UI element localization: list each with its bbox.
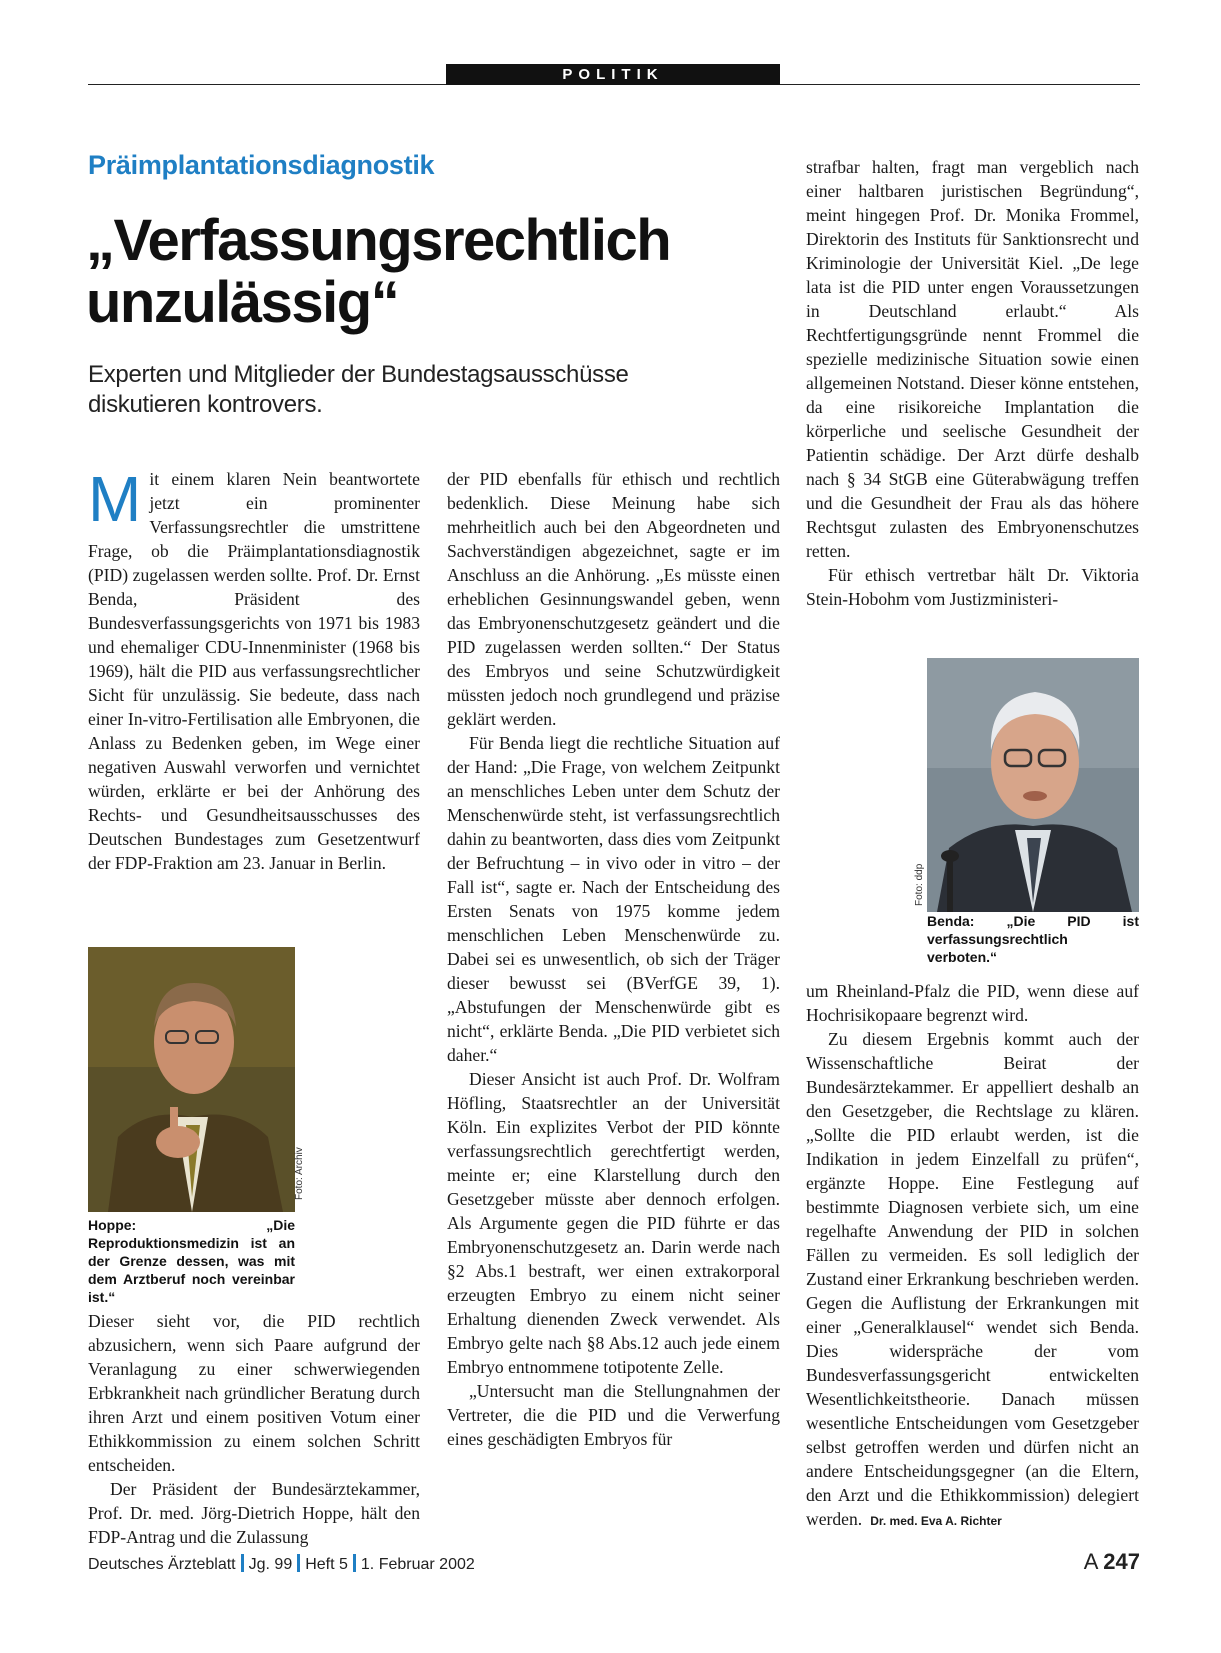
- body-paragraph: Für ethisch vertretbar hält Dr. Viktoria Stein-Hobohm vom Justizministeri-: [806, 565, 1139, 609]
- photo-hoppe: [88, 947, 295, 1212]
- headline: [86, 210, 670, 334]
- journal-name: Deutsches Ärzteblatt: [88, 1556, 236, 1573]
- article-column-2: [447, 467, 780, 1451]
- photo-credit-hoppe: Foto: Archiv: [294, 1147, 305, 1200]
- body-text: Zu diesem Ergebnis kommt auch der Wissenschaftliche Beirat der Bundesärztekammer. Er appelliert deshalb an den Gesetzgeber, die Rechtslage zu klären. „Sollte die PID erlaubt werden, ist die Indikation in jedem Einzelfall zu prüfen“, ergänzte Hoppe. Eine Festlegung auf bestimmte Diagnosen verbiete sich, um eine regelhafte Anwendung der PID in solchen Fällen zu vermeiden. Es soll lediglich der Zustand einer Erkrankung beschrieben werden. Gegen die Auflistung der Erkrankungen mit einer „Generalklausel“ wendet sich Benda. Dies widerspräche der vom Bundesverfassungsgericht entwickelten Wesentlichkeitstheorie. Danach müssen wesentliche Entscheidungen vom Gesetzgeber selbst getroffen werden und dürfen nicht an andere Entscheidungsgegner (an die Eltern, den Arzt und die Ethikkommission) delegiert werden.: [806, 1029, 1139, 1529]
- body-paragraph: der PID ebenfalls für ethisch und rechtlich bedenklich. Diese Meinung habe sich mehrheitlich auch bei den Abgeordneten und Sachverständigen abgezeichnet, sagte er im Anschluss an die Anhörung. „Es müsste einen erheblichen Gesinnungswandel geben, wenn das Embryonenschutzgesetz geändert und die PID zugelassen werden sollten.“ Der Status des Embryos und seine Schutzwürdigkeit müssten jedoch noch grundlegend und präzise geklärt werden.: [447, 469, 780, 729]
- author-byline: Dr. med. Eva A. Richter: [870, 1514, 1002, 1528]
- footer-separator: [297, 1554, 300, 1572]
- page-prefix: A: [1083, 1549, 1098, 1574]
- page-footer: [88, 1554, 475, 1574]
- body-paragraph: [88, 463, 420, 875]
- photo-benda: [927, 658, 1139, 912]
- body-paragraph: Der Präsident der Bundesärztekammer, Prof. Dr. med. Jörg-Dietrich Hoppe, hält den FDP-Antrag und die Zulassung: [88, 1479, 420, 1547]
- article-column-3: [806, 155, 1139, 611]
- deck-subtitle: Experten und Mitglieder der Bundestagsausschüsse diskutieren kontrovers.: [88, 361, 629, 418]
- journal-issue: Heft 5: [305, 1556, 348, 1573]
- photo-caption-hoppe: Hoppe: „Die Reproduktionsmedizin ist an der Grenze dessen, was mit dem Arztberuf noch vereinbar ist.“: [88, 1217, 295, 1305]
- photo-caption-benda: Benda: „Die PID ist verfassungsrechtlich verboten.“: [927, 913, 1139, 965]
- body-paragraph: Dieser Ansicht ist auch Prof. Dr. Wolfram Höfling, Staatsrechtler an der Universität Köln. Ein explizites Verbot der PID könnte verfassungsrechtlich gerechtfertigt werden, meinte er; eine Klarstellung durch den Gesetzgeber müsste aber dennoch erfolgen. Als Argumente gegen die PID führte er das Embryonenschutzgesetz an. Darin werde nach §2 Abs.1 bestraft, wer einen extrakorporal erzeugten Embryo zu einem nicht seiner Erhaltung dienenden Zweck verwendet. Als Embryo gelte nach §8 Abs.12 auch jede einem Embryo entnommene totipotente Zelle.: [447, 1069, 780, 1377]
- footer-separator: [353, 1554, 356, 1572]
- body-paragraph: „Untersucht man die Stellungnahmen der Vertreter, die die PID und die Verwerfung eines geschädigten Embryos für: [447, 1381, 780, 1449]
- body-paragraph: um Rheinland-Pfalz die PID, wenn diese auf Hochrisikopaare begrenzt wird.: [806, 981, 1139, 1025]
- body-paragraph: Dieser sieht vor, die PID rechtlich abzusichern, wenn sich Paare aufgrund der Veranlagung zu einer schwerwiegenden Erbkrankheit nach gründlicher Beratung durch ihren Arzt und einem positiven Votum einer Ethikkommission zu einem solchen Schritt entscheiden.: [88, 1311, 420, 1475]
- photo-credit-benda: Foto: ddp: [914, 863, 925, 906]
- headline-line-2: unzulässig“: [86, 270, 399, 335]
- footer-separator: [241, 1554, 244, 1572]
- article-column-1-continued: [88, 1309, 420, 1549]
- journal-volume: Jg. 99: [248, 1556, 293, 1573]
- drop-cap: M: [88, 463, 142, 535]
- body-paragraph: [806, 1027, 1139, 1533]
- journal-date: 1. Februar 2002: [360, 1556, 475, 1573]
- kicker: Präimplantationsdiagnostik: [88, 150, 435, 180]
- section-label: POLITIK: [446, 64, 780, 85]
- page-number: [1084, 1549, 1140, 1575]
- page-number-value: 247: [1103, 1549, 1140, 1574]
- body-text: it einem klaren Nein beantwortete jetzt ein prominenter Verfassungsrechtler die umstrittene Frage, ob die Präimplantationsdiagnostik (PID) zugelassen werden sollte. Prof. Dr. Ernst Benda, Präsident des Bundesverfassungsgerichts von 1971 bis 1983 und ehemaliger CDU-Innenminister (1968 bis 1969), hält die PID aus verfassungsrechtlicher Sicht für unzulässig. Sie bedeute, dass nach einer In-vitro-Fertilisation alle Embryonen, die Anlass zu Bedenken geben, im Wege einer negativen Auswahl verworfen und vernichtet würden, erklärte er bei der Anhörung des Rechts- und Gesundheitsausschusses des Deutschen Bundestages zum Gesetzentwurf der FDP-Fraktion am 23. Januar in Berlin.: [88, 469, 420, 873]
- body-paragraph: Für Benda liegt die rechtliche Situation auf der Hand: „Die Frage, von welchem Zeitpunkt an menschliches Leben unter dem Schutz der Menschenwürde steht, ist verfassungsrechtlich dahin zu beantworten, dass dies vom Zeitpunkt der Befruchtung – in vivo oder in vitro – der Fall ist“, sagte er. Nach der Entscheidung des Ersten Senats von 1975 komme jedem menschlichen Leben Menschenwürde zu. Dabei sei es unwesentlich, ob sich der Träger dieser bewusst sei (BVerfGE 39, 1). „Abstufungen der Menschenwürde gibt es nicht“, erklärte Benda. „Die PID verbietet sich daher.“: [447, 733, 780, 1065]
- headline-line-1: „Verfassungsrechtlich: [86, 208, 671, 273]
- body-paragraph: strafbar halten, fragt man vergeblich nach einer haltbaren juristischen Begründung“, meint hingegen Prof. Dr. Monika Frommel, Direktorin des Instituts für Sanktionsrecht und Kriminologie der Universität Kiel. „De lege lata ist die PID unter engen Voraussetzungen in Deutschland erlaubt.“ Als Rechtfertigungsgründe nennt Frommel die spezielle medizinische Situation sowie einen allgemeinen Notstand. Dieser könne entstehen, da eine risikoreiche Implantation die körperliche und seelische Gesundheit der Patientin schädige. Der Arzt dürfe deshalb nach § 34 StGB eine Güterabwägung treffen und die Gesundheit der Frau als das höhere Rechtsgut zulasten des Embryonenschutzes retten.: [806, 157, 1139, 561]
- article-column-3-continued: [806, 979, 1139, 1533]
- article-column-1: [88, 463, 420, 875]
